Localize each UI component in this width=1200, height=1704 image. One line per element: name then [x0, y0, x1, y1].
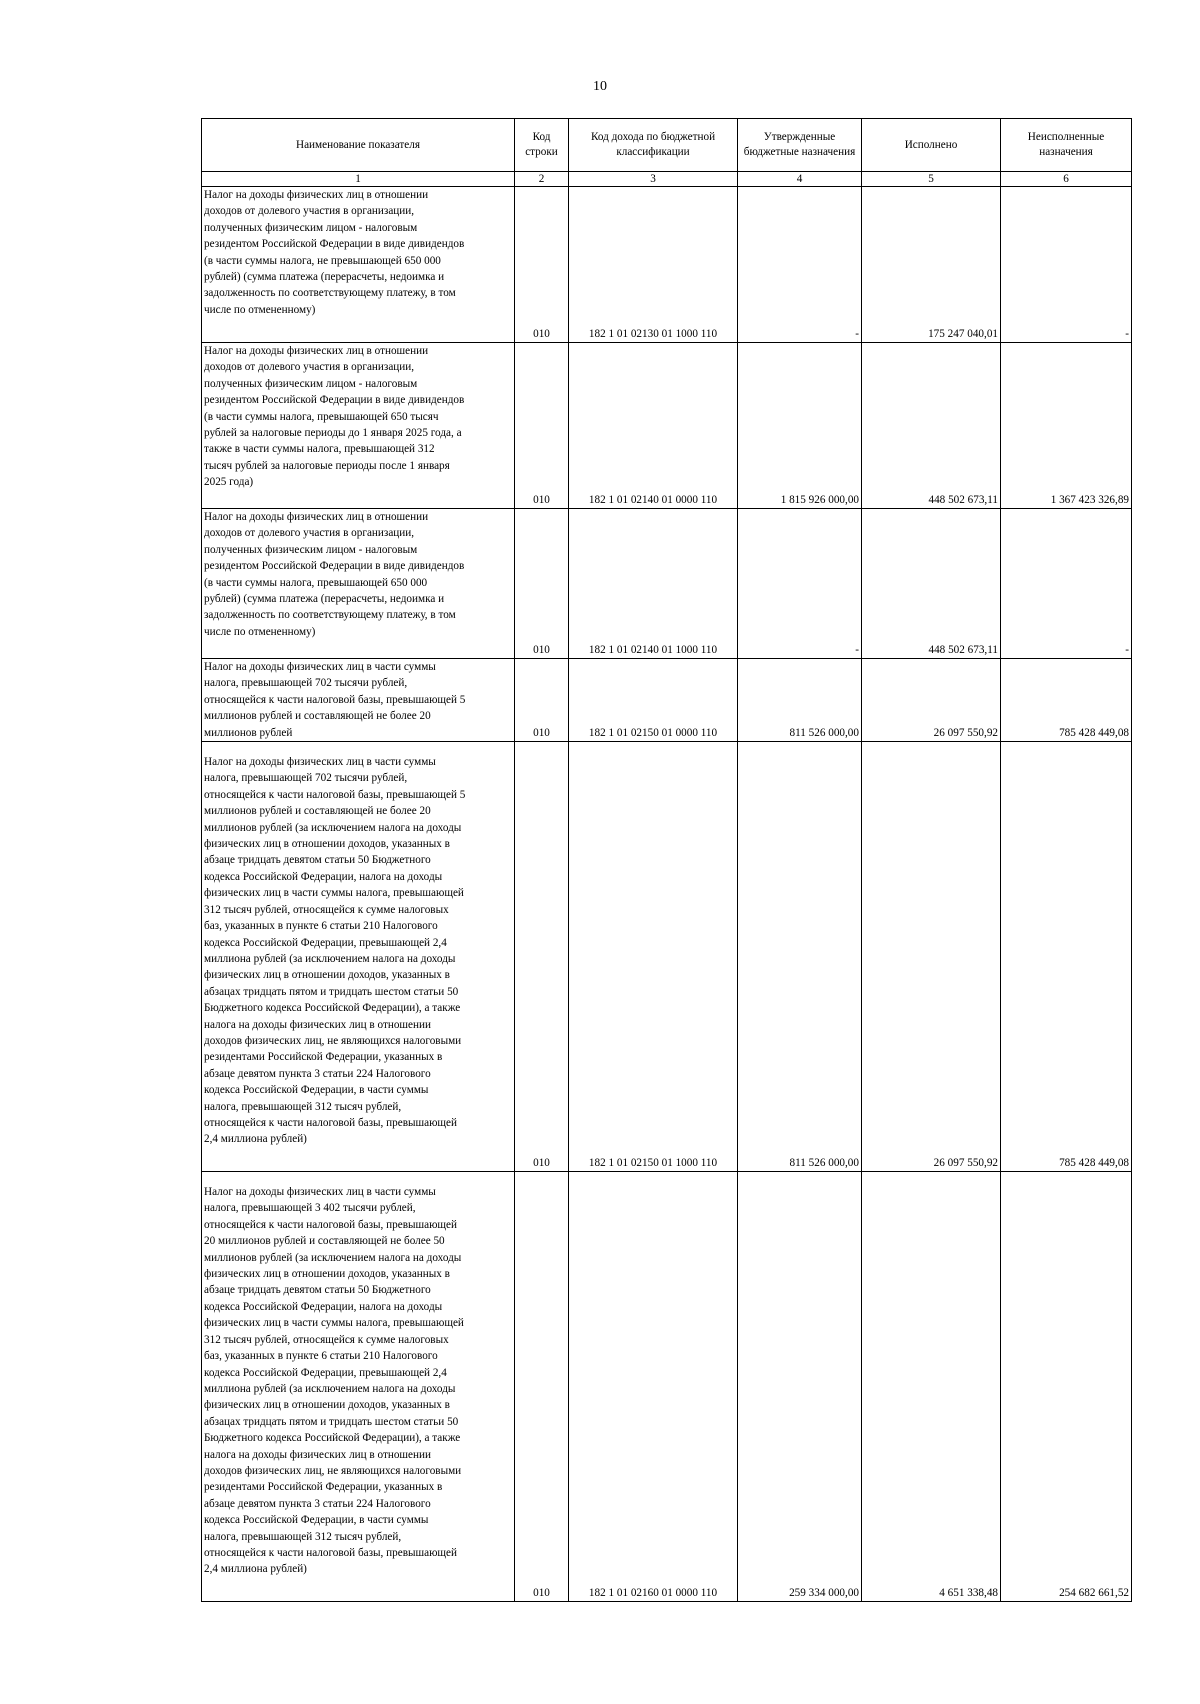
- approved-amount: 811 526 000,00: [738, 742, 862, 1172]
- income-code: 182 1 01 02150 01 1000 110: [569, 742, 738, 1172]
- indicator-name: Налог на доходы физических лиц в отношении доходов от долевого участия в организации, полученных физическим лицом - налоговым резидентом Российской Федерации в виде дивидендов (в части суммы налога, превышающей 650 000 рублей) (сумма платежа (перерасчеты, недоимка и задолженность по соответствующему платежу, в том числе по отмененному): [202, 509, 515, 659]
- income-code: 182 1 01 02140 01 0000 110: [569, 343, 738, 509]
- income-code: 182 1 01 02160 01 0000 110: [569, 1172, 738, 1602]
- income-code: 182 1 01 02140 01 1000 110: [569, 509, 738, 659]
- header-line-code: Код строки: [515, 119, 569, 172]
- indicator-name: Налог на доходы физических лиц в отношении доходов от долевого участия в организации, полученных физическим лицом - налоговым резидентом Российской Федерации в виде дивидендов (в части суммы налога, превышающей 650 тысяч рублей за налоговые периоды до 1 января 2025 года, а также в части суммы налога, превышающей 312 тысяч рублей за налоговые периоды после 1 января 2025 года): [202, 343, 515, 509]
- column-number: 6: [1001, 172, 1132, 187]
- table-header-row: [202, 119, 1132, 172]
- unexecuted-amount: 785 428 449,08: [1001, 742, 1132, 1172]
- line-code: 010: [515, 659, 569, 742]
- column-number: 1: [202, 172, 515, 187]
- income-code: 182 1 01 02130 01 1000 110: [569, 187, 738, 343]
- header-indicator-name: Наименование показателя: [202, 119, 515, 172]
- line-code: 010: [515, 742, 569, 1172]
- column-number: 2: [515, 172, 569, 187]
- line-code: 010: [515, 509, 569, 659]
- table-row: [202, 659, 1132, 742]
- header-executed: Исполнено: [862, 119, 1001, 172]
- table-row: [202, 187, 1132, 343]
- executed-amount: 448 502 673,11: [862, 343, 1001, 509]
- executed-amount: 26 097 550,92: [862, 659, 1001, 742]
- indicator-name: Налог на доходы физических лиц в части суммы налога, превышающей 702 тысячи рублей, относящейся к части налоговой базы, превышающей 5 миллионов рублей и составляющей не более 20 миллионов рублей: [202, 659, 515, 742]
- approved-amount: 811 526 000,00: [738, 659, 862, 742]
- table-row: [202, 742, 1132, 1172]
- header-approved: Утвержденные бюджетные назначения: [738, 119, 862, 172]
- unexecuted-amount: 785 428 449,08: [1001, 659, 1132, 742]
- budget-execution-table: [201, 118, 1132, 1602]
- executed-amount: 26 097 550,92: [862, 742, 1001, 1172]
- column-number: 3: [569, 172, 738, 187]
- table-row: [202, 343, 1132, 509]
- approved-amount: -: [738, 187, 862, 343]
- approved-amount: -: [738, 509, 862, 659]
- column-number-row: [202, 172, 1132, 187]
- page-number: 10: [593, 79, 607, 94]
- approved-amount: 1 815 926 000,00: [738, 343, 862, 509]
- table-row: [202, 509, 1132, 659]
- indicator-name: Налог на доходы физических лиц в части суммы налога, превышающей 702 тысячи рублей, относящейся к части налоговой базы, превышающей 5 миллионов рублей и составляющей не более 20 миллионов рублей (за исключением налога на доходы физических лиц в отношении доходов, указанных в абзаце тридцать девятом статьи 50 Бюджетного кодекса Российской Федерации, налога на доходы физических лиц в части суммы налога, превышающей 312 тысяч рублей, относящейся к сумме налоговых баз, указанных в пункте 6 статьи 210 Налогового кодекса Российской Федерации, превышающей 2,4 миллиона рублей (за исключением налога на доходы физических лиц в отношении доходов, указанных в абзацах тридцать пятом и тридцать шестом статьи 50 Бюджетного кодекса Российской Федерации), а также налога на доходы физических лиц в отношении доходов физических лиц, не являющихся налоговыми резидентами Российской Федерации, указанных в абзаце девятом пункта 3 статьи 224 Налогового кодекса Российской Федерации, в части суммы налога, превышающей 312 тысяч рублей, относящейся к части налоговой базы, превышающей 2,4 миллиона рублей): [202, 742, 515, 1172]
- approved-amount: 259 334 000,00: [738, 1172, 862, 1602]
- column-number: 5: [862, 172, 1001, 187]
- line-code: 010: [515, 1172, 569, 1602]
- unexecuted-amount: 1 367 423 326,89: [1001, 343, 1132, 509]
- executed-amount: 175 247 040,01: [862, 187, 1001, 343]
- unexecuted-amount: -: [1001, 509, 1132, 659]
- line-code: 010: [515, 343, 569, 509]
- executed-amount: 448 502 673,11: [862, 509, 1001, 659]
- executed-amount: 4 651 338,48: [862, 1172, 1001, 1602]
- table-row: [202, 1172, 1132, 1602]
- unexecuted-amount: -: [1001, 187, 1132, 343]
- unexecuted-amount: 254 682 661,52: [1001, 1172, 1132, 1602]
- column-number: 4: [738, 172, 862, 187]
- header-unexecuted: Неисполненные назначения: [1001, 119, 1132, 172]
- indicator-name: Налог на доходы физических лиц в отношении доходов от долевого участия в организации, полученных физическим лицом - налоговым резидентом Российской Федерации в виде дивидендов (в части суммы налога, не превышающей 650 000 рублей) (сумма платежа (перерасчеты, недоимка и задолженность по соответствующему платежу, в том числе по отмененному): [202, 187, 515, 343]
- indicator-name: Налог на доходы физических лиц в части суммы налога, превышающей 3 402 тысячи рублей, относящейся к части налоговой базы, превышающей 20 миллионов рублей и составляющей не более 50 миллионов рублей (за исключением налога на доходы физических лиц в отношении доходов, указанных в абзаце тридцать девятом статьи 50 Бюджетного кодекса Российской Федерации, налога на доходы физических лиц в части суммы налога, превышающей 312 тысяч рублей, относящейся к сумме налоговых баз, указанных в пункте 6 статьи 210 Налогового кодекса Российской Федерации, превышающей 2,4 миллиона рублей (за исключением налога на доходы физических лиц в отношении доходов, указанных в абзацах тридцать пятом и тридцать шестом статьи 50 Бюджетного кодекса Российской Федерации), а также налога на доходы физических лиц в отношении доходов физических лиц, не являющихся налоговыми резидентами Российской Федерации, указанных в абзаце девятом пункта 3 статьи 224 Налогового кодекса Российской Федерации, в части суммы налога, превышающей 312 тысяч рублей, относящейся к части налоговой базы, превышающей 2,4 миллиона рублей): [202, 1172, 515, 1602]
- line-code: 010: [515, 187, 569, 343]
- income-code: 182 1 01 02150 01 0000 110: [569, 659, 738, 742]
- header-income-code: Код дохода по бюджетной классификации: [569, 119, 738, 172]
